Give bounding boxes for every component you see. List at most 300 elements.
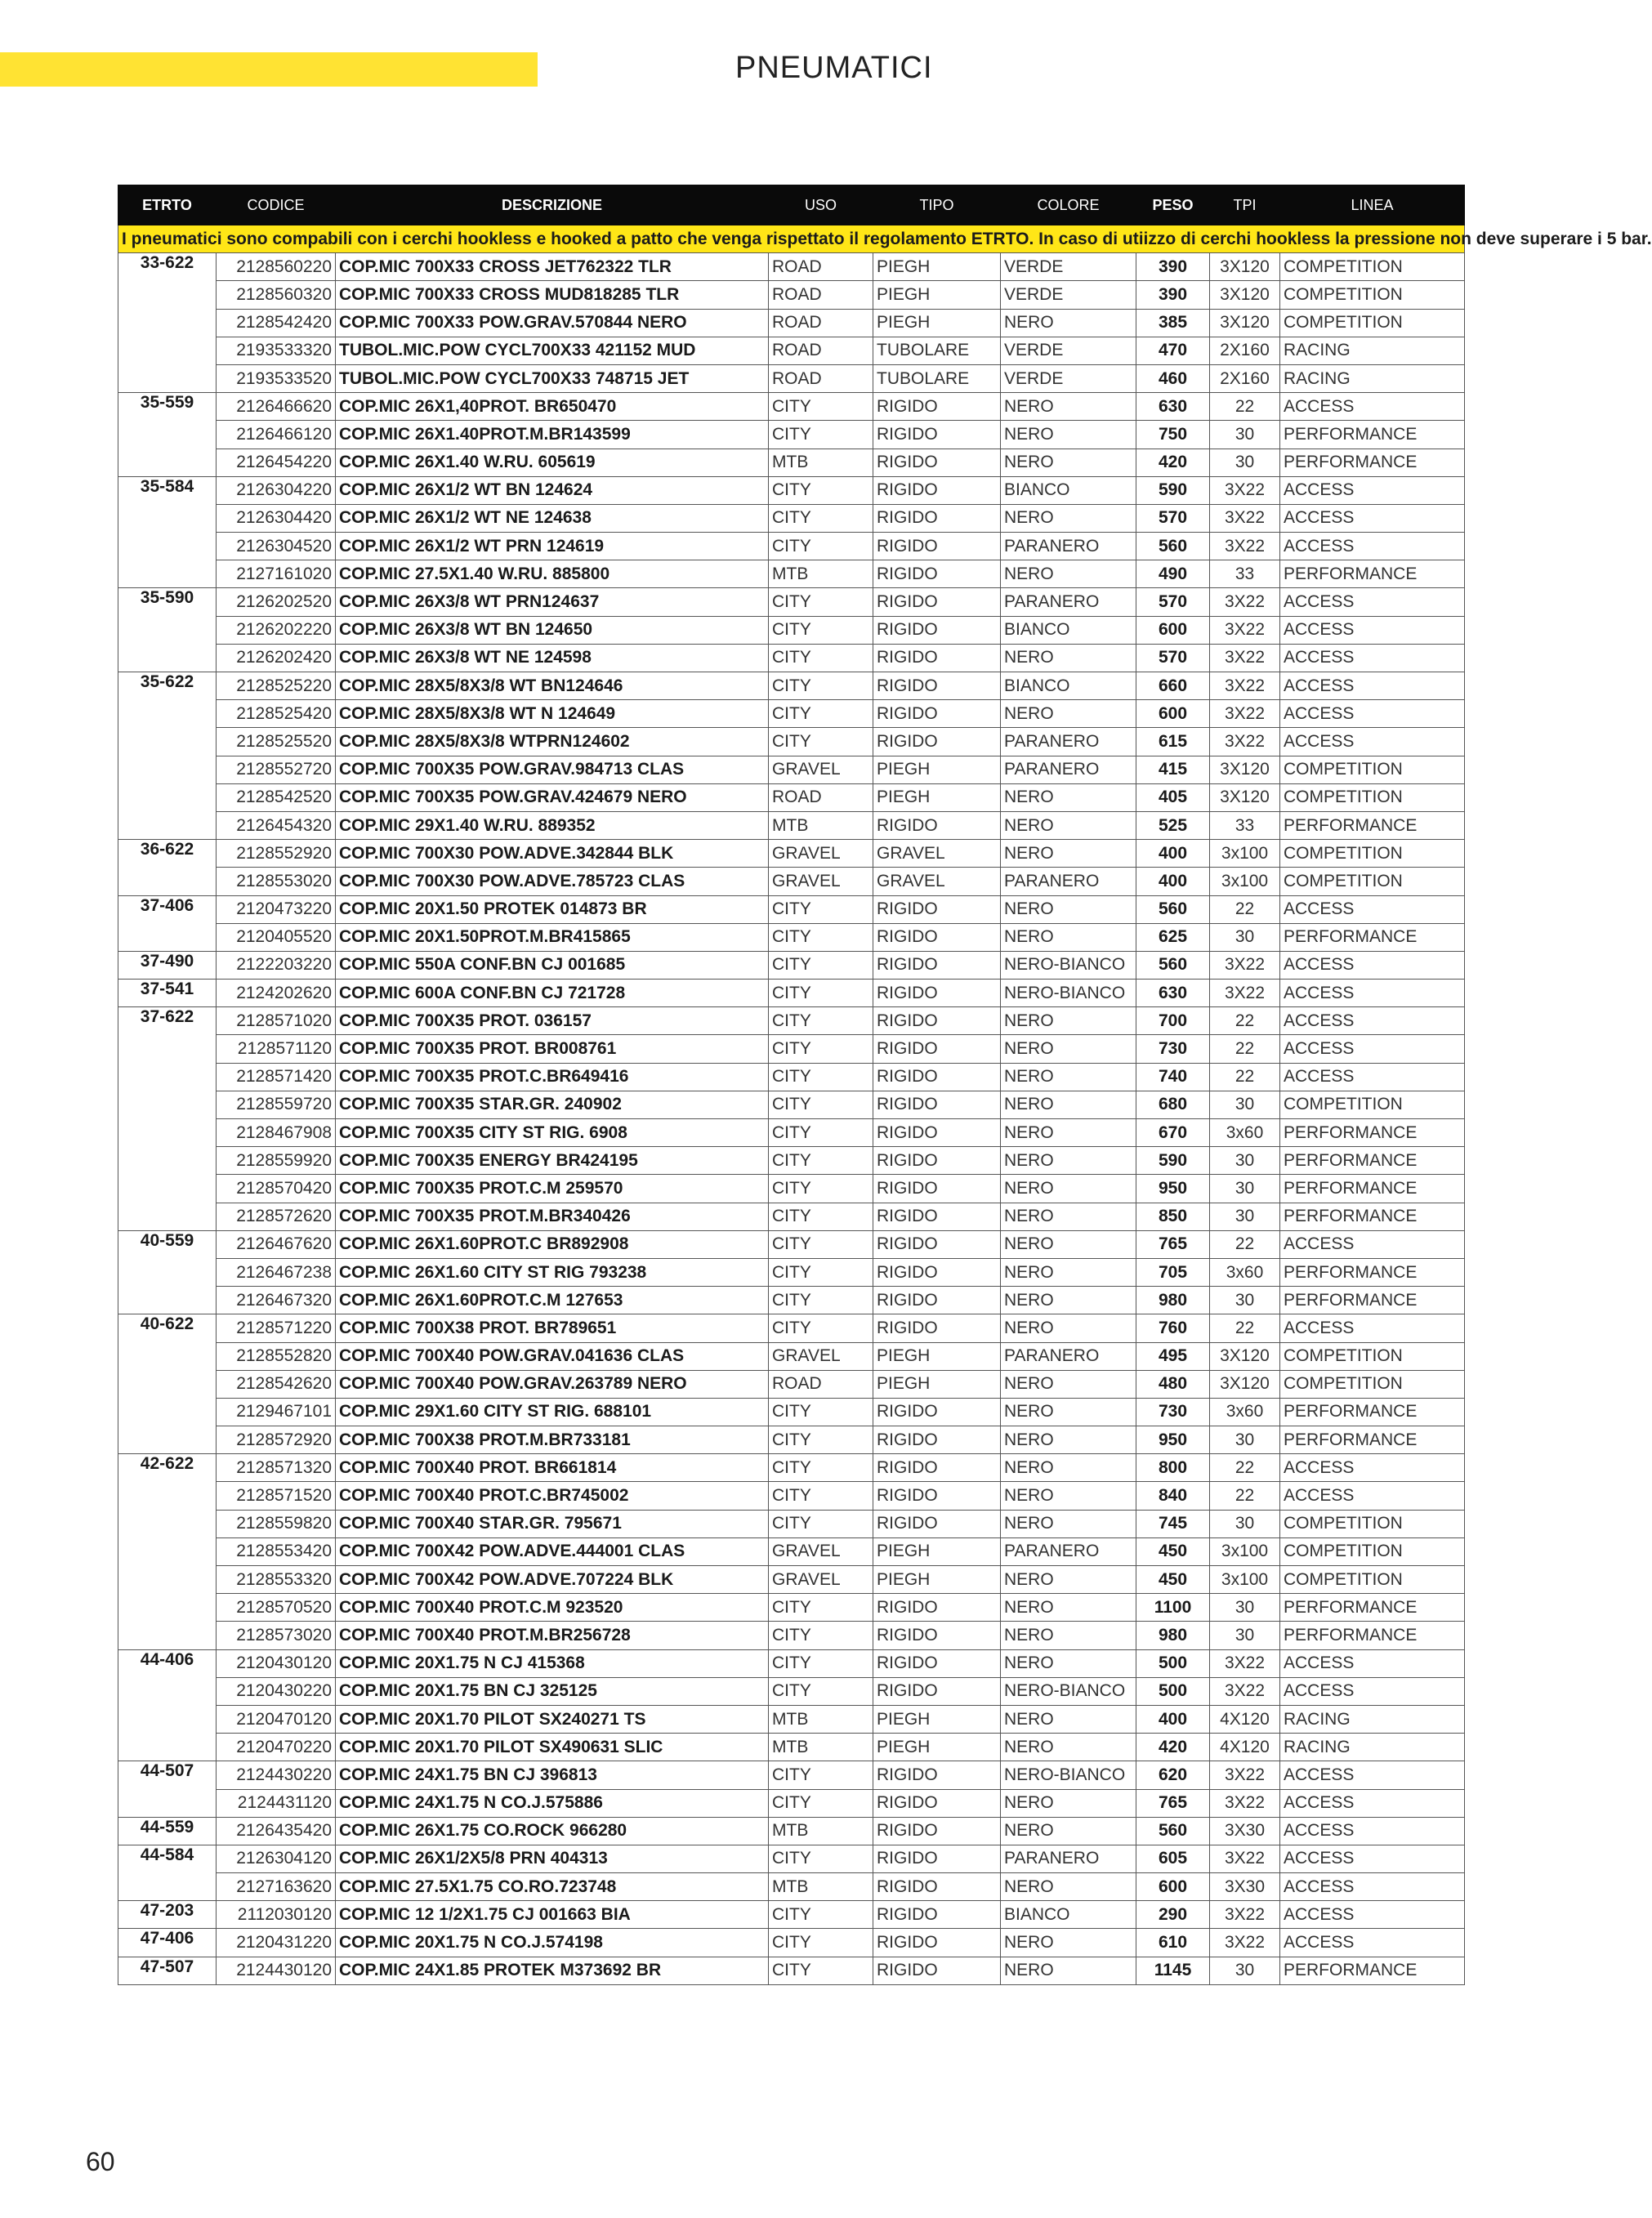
cell-linea: PERFORMANCE — [1280, 1119, 1465, 1147]
cell-tipo: RIGIDO — [873, 1258, 1001, 1286]
cell-colore: PARANERO — [1001, 1845, 1136, 1872]
cell-linea: ACCESS — [1280, 533, 1465, 560]
cell-colore: NERO — [1001, 504, 1136, 532]
cell-tipo: RIGIDO — [873, 1649, 1001, 1677]
cell-linea: ACCESS — [1280, 700, 1465, 728]
cell-uso: CITY — [769, 393, 873, 421]
cell-linea: PERFORMANCE — [1280, 1398, 1465, 1426]
cell-uso: ROAD — [769, 309, 873, 337]
cell-tipo: RIGIDO — [873, 1287, 1001, 1314]
cell-codice: 2126454220 — [217, 449, 336, 476]
cell-descrizione: COP.MIC 700X38 PROT.M.BR733181 — [336, 1426, 769, 1454]
cell-uso: GRAVEL — [769, 1566, 873, 1594]
cell-linea: PERFORMANCE — [1280, 449, 1465, 476]
cell-peso: 765 — [1136, 1230, 1210, 1258]
cell-etrto: 35-559 — [118, 393, 217, 477]
cell-uso: CITY — [769, 1482, 873, 1510]
cell-colore: PARANERO — [1001, 756, 1136, 783]
cell-uso: CITY — [769, 1203, 873, 1230]
table-row — [118, 1873, 1465, 1901]
table-row — [118, 783, 1465, 811]
cell-descrizione: COP.MIC 26X1/2X5/8 PRN 404313 — [336, 1845, 769, 1872]
cell-linea: ACCESS — [1280, 1677, 1465, 1705]
cell-tpi: 22 — [1210, 393, 1280, 421]
table-row — [118, 309, 1465, 337]
cell-linea: COMPETITION — [1280, 840, 1465, 868]
cell-colore: NERO — [1001, 309, 1136, 337]
table-row — [118, 1063, 1465, 1091]
cell-codice: 2124431120 — [217, 1789, 336, 1817]
cell-codice: 2128559920 — [217, 1147, 336, 1175]
cell-tpi: 3x100 — [1210, 1537, 1280, 1565]
cell-descrizione: COP.MIC 700X40 POW.GRAV.263789 NERO — [336, 1370, 769, 1398]
cell-linea: COMPETITION — [1280, 756, 1465, 783]
cell-uso: CITY — [769, 728, 873, 756]
cell-linea: ACCESS — [1280, 1063, 1465, 1091]
cell-etrto: 47-406 — [118, 1929, 217, 1957]
cell-peso: 560 — [1136, 533, 1210, 560]
cell-peso: 460 — [1136, 364, 1210, 392]
table-row — [118, 588, 1465, 616]
cell-tpi: 3X22 — [1210, 1789, 1280, 1817]
cell-linea: PERFORMANCE — [1280, 1258, 1465, 1286]
cell-descrizione: COP.MIC 700X35 PROT.C.M 259570 — [336, 1175, 769, 1203]
cell-descrizione: COP.MIC 12 1/2X1.75 CJ 001663 BIA — [336, 1901, 769, 1929]
cell-uso: CITY — [769, 1426, 873, 1454]
cell-descrizione: COP.MIC 700X35 STAR.GR. 240902 — [336, 1091, 769, 1118]
cell-colore: NERO — [1001, 393, 1136, 421]
cell-tipo: RIGIDO — [873, 700, 1001, 728]
cell-codice: 2127163620 — [217, 1873, 336, 1901]
table-row — [118, 980, 1465, 1007]
table-row — [118, 895, 1465, 923]
cell-descrizione: COP.MIC 700X35 POW.GRAV.424679 NERO — [336, 783, 769, 811]
cell-codice: 2126466620 — [217, 393, 336, 421]
table-row — [118, 1761, 1465, 1789]
cell-colore: NERO — [1001, 783, 1136, 811]
cell-descrizione: COP.MIC 26X1.60PROT.C BR892908 — [336, 1230, 769, 1258]
cell-descrizione: COP.MIC 700X40 PROT. BR661814 — [336, 1454, 769, 1482]
cell-uso: CITY — [769, 476, 873, 504]
cell-tpi: 3X30 — [1210, 1817, 1280, 1845]
cell-colore: NERO — [1001, 1566, 1136, 1594]
cell-peso: 390 — [1136, 281, 1210, 309]
cell-codice: 2128571020 — [217, 1007, 336, 1035]
cell-colore: PARANERO — [1001, 588, 1136, 616]
cell-uso: CITY — [769, 1649, 873, 1677]
cell-descrizione: COP.MIC 700X33 CROSS MUD818285 TLR — [336, 281, 769, 309]
cell-colore: NERO — [1001, 1817, 1136, 1845]
cell-codice: 2127161020 — [217, 560, 336, 588]
cell-tpi: 30 — [1210, 1426, 1280, 1454]
cell-peso: 680 — [1136, 1091, 1210, 1118]
cell-tipo: RIGIDO — [873, 393, 1001, 421]
cell-etrto: 33-622 — [118, 253, 217, 393]
cell-tipo: RIGIDO — [873, 1091, 1001, 1118]
cell-colore: BIANCO — [1001, 616, 1136, 644]
cell-tipo: RIGIDO — [873, 1063, 1001, 1091]
cell-tipo: PIEGH — [873, 309, 1001, 337]
cell-linea: PERFORMANCE — [1280, 1147, 1465, 1175]
cell-colore: NERO — [1001, 1873, 1136, 1901]
table-row — [118, 1147, 1465, 1175]
cell-linea: COMPETITION — [1280, 1091, 1465, 1118]
cell-peso: 500 — [1136, 1649, 1210, 1677]
cell-linea: ACCESS — [1280, 393, 1465, 421]
cell-tpi: 3X120 — [1210, 756, 1280, 783]
cell-linea: PERFORMANCE — [1280, 1287, 1465, 1314]
cell-codice: 2128571320 — [217, 1454, 336, 1482]
cell-tipo: RIGIDO — [873, 980, 1001, 1007]
cell-colore: PARANERO — [1001, 1537, 1136, 1565]
cell-colore: NERO — [1001, 1063, 1136, 1091]
cell-uso: CITY — [769, 1091, 873, 1118]
cell-tpi: 33 — [1210, 811, 1280, 839]
cell-codice: 2124430220 — [217, 1761, 336, 1789]
cell-colore: NERO — [1001, 1705, 1136, 1733]
cell-etrto: 44-507 — [118, 1761, 217, 1817]
cell-tipo: RIGIDO — [873, 421, 1001, 449]
cell-tpi: 3x100 — [1210, 1566, 1280, 1594]
cell-peso: 570 — [1136, 644, 1210, 672]
cell-codice: 2128525220 — [217, 672, 336, 700]
cell-uso: CITY — [769, 923, 873, 951]
cell-codice: 2128560320 — [217, 281, 336, 309]
cell-peso: 630 — [1136, 980, 1210, 1007]
cell-linea: ACCESS — [1280, 1761, 1465, 1789]
table-row — [118, 421, 1465, 449]
table-row — [118, 1566, 1465, 1594]
cell-uso: MTB — [769, 1817, 873, 1845]
cell-peso: 450 — [1136, 1566, 1210, 1594]
cell-peso: 625 — [1136, 923, 1210, 951]
cell-codice: 2126435420 — [217, 1817, 336, 1845]
cell-codice: 2128559720 — [217, 1091, 336, 1118]
cell-tipo: RIGIDO — [873, 1482, 1001, 1510]
cell-etrto: 44-559 — [118, 1817, 217, 1845]
cell-codice: 2128559820 — [217, 1510, 336, 1537]
cell-peso: 400 — [1136, 1705, 1210, 1733]
table-row — [118, 840, 1465, 868]
cell-tipo: GRAVEL — [873, 868, 1001, 895]
tire-catalog-table — [118, 185, 1652, 1985]
cell-tpi: 30 — [1210, 449, 1280, 476]
cell-linea: ACCESS — [1280, 728, 1465, 756]
cell-uso: CITY — [769, 1454, 873, 1482]
table-row — [118, 616, 1465, 644]
cell-codice: 2128571220 — [217, 1314, 336, 1342]
cell-codice: 2120470120 — [217, 1705, 336, 1733]
table-row — [118, 756, 1465, 783]
cell-tpi: 30 — [1210, 1091, 1280, 1118]
table-row — [118, 1203, 1465, 1230]
cell-colore: BIANCO — [1001, 672, 1136, 700]
cell-uso: ROAD — [769, 364, 873, 392]
cell-descrizione: COP.MIC 700X35 POW.GRAV.984713 CLAS — [336, 756, 769, 783]
cell-codice: 2126202520 — [217, 588, 336, 616]
cell-uso: CITY — [769, 1147, 873, 1175]
cell-descrizione: COP.MIC 700X42 POW.ADVE.444001 CLAS — [336, 1537, 769, 1565]
table-row — [118, 1091, 1465, 1118]
column-header-peso: PESO — [1136, 185, 1210, 225]
cell-colore: NERO — [1001, 1230, 1136, 1258]
cell-tpi: 22 — [1210, 1063, 1280, 1091]
cell-tipo: PIEGH — [873, 1566, 1001, 1594]
cell-uso: CITY — [769, 1035, 873, 1063]
cell-tipo: RIGIDO — [873, 1314, 1001, 1342]
table-row — [118, 1705, 1465, 1733]
column-header-etrto: ETRTO — [118, 185, 217, 225]
table-row — [118, 1845, 1465, 1872]
cell-peso: 740 — [1136, 1063, 1210, 1091]
cell-descrizione: COP.MIC 700X33 POW.GRAV.570844 NERO — [336, 309, 769, 337]
cell-tpi: 3x100 — [1210, 840, 1280, 868]
cell-tpi: 3X22 — [1210, 728, 1280, 756]
cell-tpi: 22 — [1210, 895, 1280, 923]
cell-linea: COMPETITION — [1280, 309, 1465, 337]
cell-peso: 290 — [1136, 1901, 1210, 1929]
cell-uso: MTB — [769, 1705, 873, 1733]
cell-peso: 660 — [1136, 672, 1210, 700]
cell-linea: COMPETITION — [1280, 868, 1465, 895]
cell-tpi: 3X22 — [1210, 588, 1280, 616]
table-body — [118, 225, 1652, 1985]
table-row — [118, 504, 1465, 532]
cell-colore: NERO — [1001, 1957, 1136, 1984]
cell-uso: CITY — [769, 1957, 873, 1984]
cell-uso: CITY — [769, 1175, 873, 1203]
cell-colore: PARANERO — [1001, 533, 1136, 560]
cell-etrto: 47-203 — [118, 1901, 217, 1929]
cell-uso: ROAD — [769, 783, 873, 811]
cell-codice: 2128553020 — [217, 868, 336, 895]
cell-codice: 2126467320 — [217, 1287, 336, 1314]
cell-tpi: 3X120 — [1210, 1370, 1280, 1398]
cell-colore: PARANERO — [1001, 868, 1136, 895]
cell-descrizione: COP.MIC 26X1/2 WT PRN 124619 — [336, 533, 769, 560]
cell-uso: GRAVEL — [769, 1537, 873, 1565]
cell-tpi: 3X22 — [1210, 1845, 1280, 1872]
cell-codice: 2124430120 — [217, 1957, 336, 1984]
cell-etrto: 35-590 — [118, 588, 217, 672]
cell-peso: 480 — [1136, 1370, 1210, 1398]
cell-linea: ACCESS — [1280, 895, 1465, 923]
cell-peso: 385 — [1136, 309, 1210, 337]
cell-tipo: RIGIDO — [873, 1203, 1001, 1230]
cell-codice: 2126304220 — [217, 476, 336, 504]
cell-colore: NERO — [1001, 1370, 1136, 1398]
cell-colore: NERO — [1001, 560, 1136, 588]
cell-tpi: 2X160 — [1210, 337, 1280, 364]
cell-uso: CITY — [769, 1230, 873, 1258]
cell-etrto: 44-584 — [118, 1845, 217, 1900]
cell-descrizione: COP.MIC 26X1.60 CITY ST RIG 793238 — [336, 1258, 769, 1286]
cell-uso: ROAD — [769, 281, 873, 309]
cell-linea: ACCESS — [1280, 1817, 1465, 1845]
cell-tipo: GRAVEL — [873, 840, 1001, 868]
cell-colore: NERO — [1001, 895, 1136, 923]
table-row — [118, 560, 1465, 588]
cell-codice: 2128553320 — [217, 1566, 336, 1594]
cell-descrizione: COP.MIC 26X3/8 WT PRN124637 — [336, 588, 769, 616]
cell-tpi: 30 — [1210, 1287, 1280, 1314]
cell-peso: 420 — [1136, 1734, 1210, 1761]
cell-tipo: RIGIDO — [873, 1929, 1001, 1957]
cell-descrizione: COP.MIC 28X5/8X3/8 WT BN124646 — [336, 672, 769, 700]
cell-codice: 2128552720 — [217, 756, 336, 783]
cell-linea: ACCESS — [1280, 1482, 1465, 1510]
cell-codice: 2128571420 — [217, 1063, 336, 1091]
cell-linea: RACING — [1280, 337, 1465, 364]
cell-etrto: 37-622 — [118, 1007, 217, 1231]
cell-descrizione: COP.MIC 24X1.85 PROTEK M373692 BR — [336, 1957, 769, 1984]
cell-uso: CITY — [769, 672, 873, 700]
table-row — [118, 728, 1465, 756]
table-row — [118, 1677, 1465, 1705]
cell-uso: CITY — [769, 1398, 873, 1426]
cell-linea: PERFORMANCE — [1280, 811, 1465, 839]
cell-tpi: 22 — [1210, 1230, 1280, 1258]
cell-tipo: RIGIDO — [873, 533, 1001, 560]
cell-descrizione: COP.MIC 700X35 CITY ST RIG. 6908 — [336, 1119, 769, 1147]
cell-colore: NERO-BIANCO — [1001, 980, 1136, 1007]
cell-tpi: 3X22 — [1210, 1677, 1280, 1705]
column-header-tpi: TPI — [1210, 185, 1280, 225]
cell-tipo: RIGIDO — [873, 1789, 1001, 1817]
cell-codice: 2126304520 — [217, 533, 336, 560]
cell-peso: 1100 — [1136, 1594, 1210, 1622]
cell-codice: 2193533320 — [217, 337, 336, 364]
cell-tipo: RIGIDO — [873, 1119, 1001, 1147]
column-header-colore: COLORE — [1001, 185, 1136, 225]
cell-peso: 600 — [1136, 1873, 1210, 1901]
cell-colore: NERO — [1001, 1789, 1136, 1817]
cell-peso: 500 — [1136, 1677, 1210, 1705]
cell-linea: COMPETITION — [1280, 1370, 1465, 1398]
cell-uso: GRAVEL — [769, 840, 873, 868]
cell-colore: PARANERO — [1001, 1342, 1136, 1370]
cell-etrto: 35-622 — [118, 672, 217, 840]
cell-tipo: RIGIDO — [873, 728, 1001, 756]
table-row — [118, 1035, 1465, 1063]
cell-codice: 2120405520 — [217, 923, 336, 951]
cell-uso: CITY — [769, 700, 873, 728]
cell-tpi: 3X120 — [1210, 281, 1280, 309]
cell-tpi: 22 — [1210, 1454, 1280, 1482]
cell-descrizione: COP.MIC 27.5X1.40 W.RU. 885800 — [336, 560, 769, 588]
cell-codice: 2128525520 — [217, 728, 336, 756]
cell-tpi: 3X120 — [1210, 783, 1280, 811]
cell-descrizione: COP.MIC 700X35 ENERGY BR424195 — [336, 1147, 769, 1175]
cell-tpi: 3X22 — [1210, 1929, 1280, 1957]
table-row — [118, 533, 1465, 560]
cell-tpi: 3x60 — [1210, 1398, 1280, 1426]
column-header-codice: CODICE — [217, 185, 336, 225]
table-row — [118, 1594, 1465, 1622]
cell-colore: NERO — [1001, 1007, 1136, 1035]
cell-peso: 560 — [1136, 951, 1210, 979]
cell-codice: 2126202420 — [217, 644, 336, 672]
cell-tipo: RIGIDO — [873, 1175, 1001, 1203]
cell-etrto: 37-490 — [118, 951, 217, 979]
cell-colore: NERO — [1001, 700, 1136, 728]
cell-codice: 2128570520 — [217, 1594, 336, 1622]
cell-peso: 700 — [1136, 1007, 1210, 1035]
cell-linea: ACCESS — [1280, 672, 1465, 700]
cell-peso: 730 — [1136, 1035, 1210, 1063]
cell-codice: 2128570420 — [217, 1175, 336, 1203]
cell-peso: 705 — [1136, 1258, 1210, 1286]
cell-peso: 1145 — [1136, 1957, 1210, 1984]
cell-colore: NERO-BIANCO — [1001, 951, 1136, 979]
cell-tpi: 30 — [1210, 923, 1280, 951]
cell-colore: NERO — [1001, 1426, 1136, 1454]
cell-uso: CITY — [769, 1007, 873, 1035]
cell-linea: ACCESS — [1280, 980, 1465, 1007]
cell-colore: NERO — [1001, 1035, 1136, 1063]
cell-tpi: 33 — [1210, 560, 1280, 588]
cell-colore: NERO-BIANCO — [1001, 1677, 1136, 1705]
cell-colore: NERO — [1001, 1091, 1136, 1118]
cell-colore: NERO — [1001, 1119, 1136, 1147]
cell-peso: 840 — [1136, 1482, 1210, 1510]
column-header-uso: USO — [769, 185, 873, 225]
cell-peso: 980 — [1136, 1287, 1210, 1314]
cell-tpi: 3X22 — [1210, 1901, 1280, 1929]
cell-tipo: RIGIDO — [873, 588, 1001, 616]
cell-peso: 600 — [1136, 616, 1210, 644]
cell-colore: NERO — [1001, 1398, 1136, 1426]
cell-uso: CITY — [769, 1677, 873, 1705]
table-row — [118, 1510, 1465, 1537]
cell-tpi: 3X22 — [1210, 1761, 1280, 1789]
cell-descrizione: COP.MIC 700X35 PROT. BR008761 — [336, 1035, 769, 1063]
cell-descrizione: COP.MIC 550A CONF.BN CJ 001685 — [336, 951, 769, 979]
cell-linea: ACCESS — [1280, 504, 1465, 532]
cell-descrizione: COP.MIC 20X1.50PROT.M.BR415865 — [336, 923, 769, 951]
cell-uso: CITY — [769, 1622, 873, 1649]
table-row — [118, 253, 1465, 281]
cell-tpi: 30 — [1210, 1147, 1280, 1175]
cell-uso: CITY — [769, 1510, 873, 1537]
table-row — [118, 1370, 1465, 1398]
cell-peso: 615 — [1136, 728, 1210, 756]
cell-codice: 2128542420 — [217, 309, 336, 337]
cell-peso: 560 — [1136, 1817, 1210, 1845]
cell-tipo: RIGIDO — [873, 1901, 1001, 1929]
cell-tpi: 3X22 — [1210, 672, 1280, 700]
cell-colore: NERO — [1001, 1734, 1136, 1761]
cell-colore: NERO — [1001, 644, 1136, 672]
cell-tipo: TUBOLARE — [873, 364, 1001, 392]
cell-colore: NERO — [1001, 1594, 1136, 1622]
cell-linea: ACCESS — [1280, 616, 1465, 644]
cell-tipo: RIGIDO — [873, 1147, 1001, 1175]
cell-colore: NERO — [1001, 1454, 1136, 1482]
cell-tpi: 30 — [1210, 1510, 1280, 1537]
cell-uso: GRAVEL — [769, 868, 873, 895]
cell-uso: GRAVEL — [769, 1342, 873, 1370]
cell-uso: CITY — [769, 980, 873, 1007]
cell-peso: 495 — [1136, 1342, 1210, 1370]
cell-descrizione: COP.MIC 700X40 PROT.M.BR256728 — [336, 1622, 769, 1649]
cell-codice: 2128572620 — [217, 1203, 336, 1230]
cell-linea: ACCESS — [1280, 1230, 1465, 1258]
cell-codice: 2120470220 — [217, 1734, 336, 1761]
cell-tpi: 22 — [1210, 1035, 1280, 1063]
cell-linea: ACCESS — [1280, 588, 1465, 616]
cell-tipo: RIGIDO — [873, 1677, 1001, 1705]
